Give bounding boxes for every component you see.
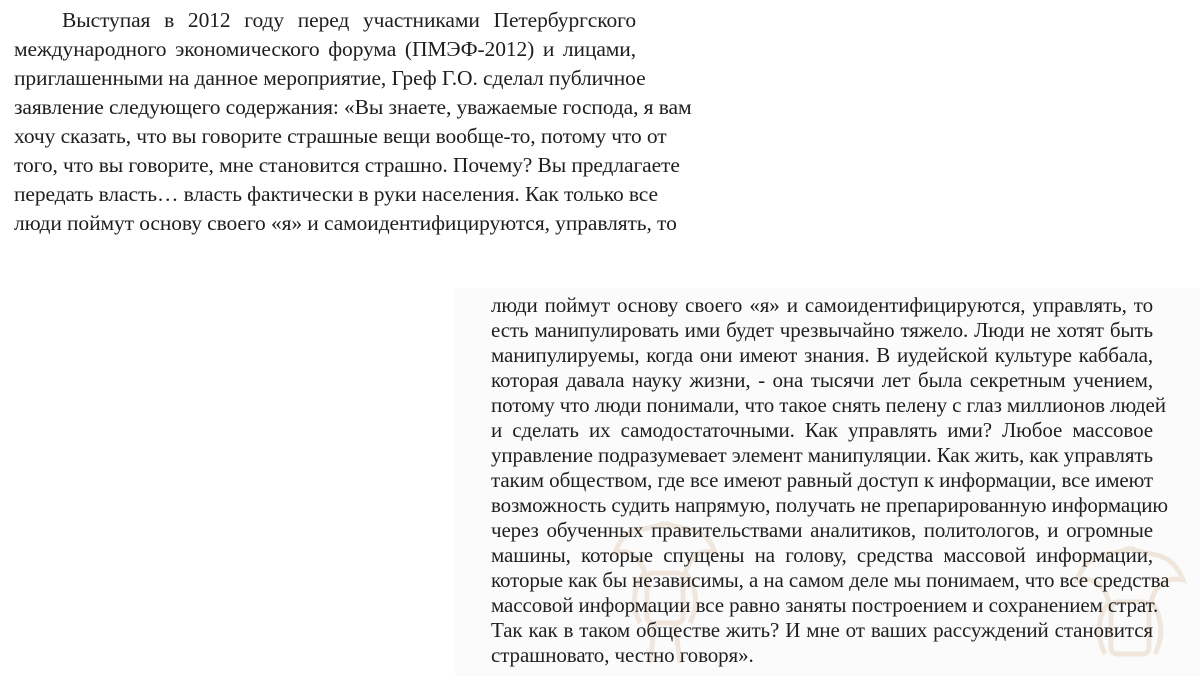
excerpt-top [0,0,692,262]
excerpt-top-line: Выступая в 2012 году перед участниками Петербургского [62,8,636,32]
excerpt-bottom-line: управление подразумевает элемент манипуляции. Как жить, как управлять [491,443,1153,467]
excerpt-bottom-line: страшновато, честно говоря». [491,643,754,667]
excerpt-top-line: заявление следующего содержания: «Вы знаете, уважаемые господа, я вам [14,95,692,119]
excerpt-bottom-line: потому что люди понимали, что такое снять пелену с глаз миллионов людей [491,393,1166,417]
excerpt-bottom-line: которые как бы независимы, а на самом деле мы понимаем, что все средства [491,568,1170,592]
excerpt-bottom-line: манипулируемы, когда они имеют знания. В иудейской культуре каббала, [491,343,1153,367]
excerpt-bottom-line: и сделать их самодостаточными. Как управлять ими? Любое массовое [491,418,1153,442]
excerpt-top-line: приглашенными на данное мероприятие, Греф Г.О. сделал публичное [14,66,646,90]
excerpt-bottom-line: Так как в таком обществе жить? И мне от ваших рассуждений становится [491,618,1153,642]
excerpt-bottom-line: возможность судить напрямую, получать не препарированную информацию [491,493,1168,517]
excerpt-bottom-line: есть манипулировать ими будет чрезвычайно тяжело. Люди не хотят быть [491,318,1153,342]
excerpt-bottom-line: массовой информации все равно заняты построением и сохранением страт. [491,593,1159,617]
excerpt-top-line: люди поймут основу своего «я» и самоидентифицируются, управлять, то [14,211,677,235]
excerpt-top-line: передать власть… власть фактически в руки населения. Как только все [14,182,658,206]
excerpt-bottom-line: люди поймут основу своего «я» и самоидентифицируются, управлять, то [491,293,1153,317]
excerpt-bottom [455,288,1200,676]
excerpt-top-line: того, что вы говорите, мне становится страшно. Почему? Вы предлагаете [14,153,680,177]
excerpt-bottom-line: которая давала науку жизни, - она тысячи лет была секретным учением, [491,368,1153,392]
excerpt-bottom-line: через обученных правительствами аналитиков, политологов, и огромные [491,518,1153,542]
excerpt-top-line: хочу сказать, что вы говорите страшные вещи вообще-то, потому что от [14,124,667,148]
excerpt-top-line: международного экономического форума (ПМЭФ-2012) и лицами, [14,37,636,61]
excerpt-bottom-line: таким обществом, где все имеют равный доступ к информации, все имеют [491,468,1153,492]
excerpt-bottom-line: машины, которые спущены на голову, средства массовой информации, [491,543,1153,567]
